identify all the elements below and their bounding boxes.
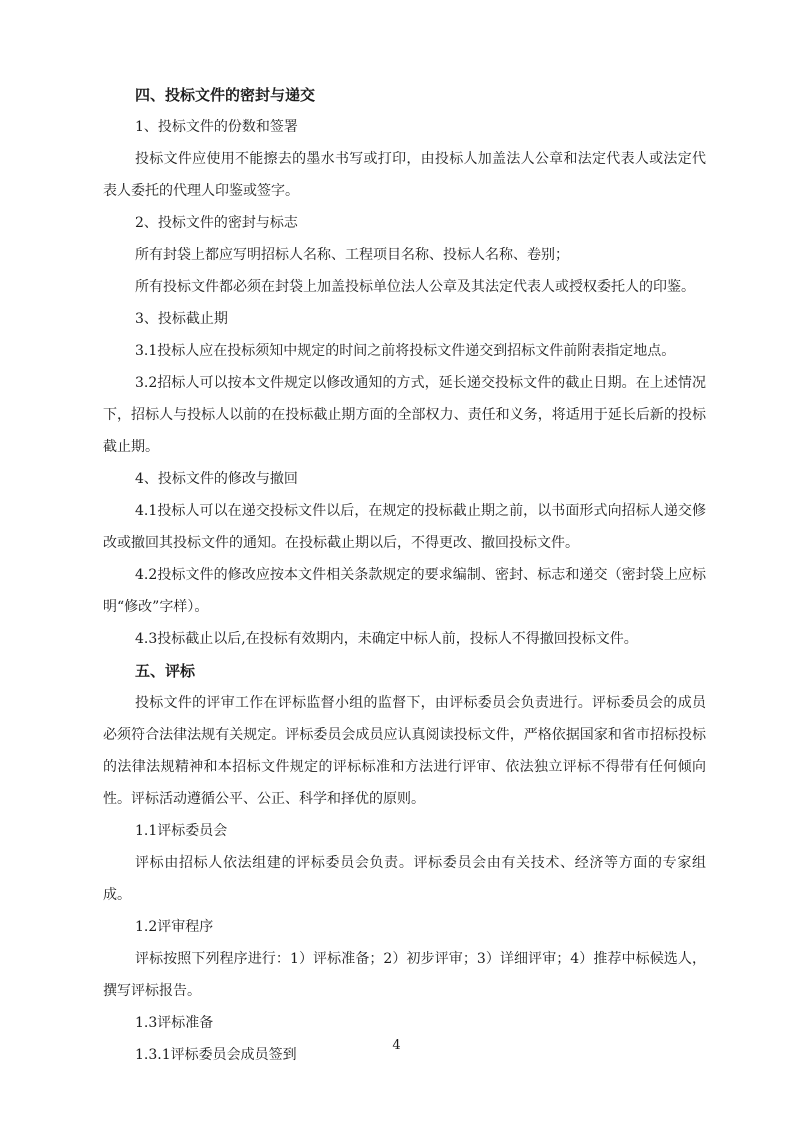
paragraph-copies-signing-title: 1、投标文件的份数和签署 <box>135 119 298 135</box>
paragraph-evaluation-committee-title: 1.1评标委员会 <box>135 823 228 839</box>
paragraph-modify-withdraw-4-1: 4.1投标人可以在递交投标文件以后，在规定的投标截止期之前，以书面形式向招标人递交修改或撤回其投标文件的通知。在投标截止期以后，不得更改、撤回投标文件。 <box>103 503 706 551</box>
paragraph-review-procedure-body: 评标按照下列程序进行：1）评标准备；2）初步评审；3）详细评审；4）推荐中标候选人，撰写评标报告。 <box>103 951 706 999</box>
page-number: 4 <box>392 1038 401 1053</box>
paragraph-deadline-3-2: 3.2招标人可以按本文件规定以修改通知的方式，延长递交投标文件的截止日期。在上述情况下，招标人与投标人以前的在投标截止期方面的全部权力、责任和义务，将适用于延长后新的投标截止期。 <box>103 375 706 455</box>
paragraph-deadline-title: 3、投标截止期 <box>135 311 228 327</box>
paragraph-modify-withdraw-title: 4、投标文件的修改与撤回 <box>135 471 298 487</box>
paragraph-sealing-marking-title: 2、投标文件的密封与标志 <box>135 215 298 231</box>
paragraph-modify-withdraw-4-2: 4.2投标文件的修改应按本文件相关条款规定的要求编制、密封、标志和递交（密封袋上应标明“修改”字样）。 <box>103 567 706 615</box>
paragraph-envelope-labeling: 所有封袋上都应写明招标人名称、工程项目名称、投标人名称、卷别； <box>135 247 569 263</box>
section-heading-sealing-submission: 四、投标文件的密封与递交 <box>135 86 316 104</box>
paragraph-copies-signing-body: 投标文件应使用不能擦去的墨水书写或打印，由投标人加盖法人公章和法定代表人或法定代表人委托的代理人印鉴或签字。 <box>103 151 706 199</box>
paragraph-envelope-seal-requirement: 所有投标文件都必须在封袋上加盖投标单位法人公章及其法定代表人或授权委托人的印鉴。 <box>135 279 695 295</box>
paragraph-member-signin-title: 1.3.1评标委员会成员签到 <box>135 1047 297 1063</box>
paragraph-modify-withdraw-4-3: 4.3投标截止以后,在投标有效期内，未确定中标人前，投标人不得撤回投标文件。 <box>135 631 638 647</box>
paragraph-review-procedure-title: 1.2评审程序 <box>135 919 214 935</box>
paragraph-evaluation-prep-title: 1.3评标准备 <box>135 1015 214 1031</box>
paragraph-evaluation-overview: 投标文件的评审工作在评标监督小组的监督下，由评标委员会负责进行。评标委员会的成员必须符合法律法规有关规定。评标委员会成员应认真阅读投标文件，严格依据国家和省市招标投标的法律法规精神和本招标文件规定的评标标准和方法进行评审、依法独立评标不得带有任何倾向性。评标活动遵循公平、公正、科学和择优的原则。 <box>103 695 706 807</box>
paragraph-evaluation-committee-body: 评标由招标人依法组建的评标委员会负责。评标委员会由有关技术、经济等方面的专家组成。 <box>103 855 706 903</box>
paragraph-deadline-3-1: 3.1投标人应在投标须知中规定的时间之前将投标文件递交到招标文件前附表指定地点。 <box>135 343 676 359</box>
section-heading-evaluation: 五、评标 <box>135 662 196 680</box>
document-body <box>103 79 706 1071</box>
